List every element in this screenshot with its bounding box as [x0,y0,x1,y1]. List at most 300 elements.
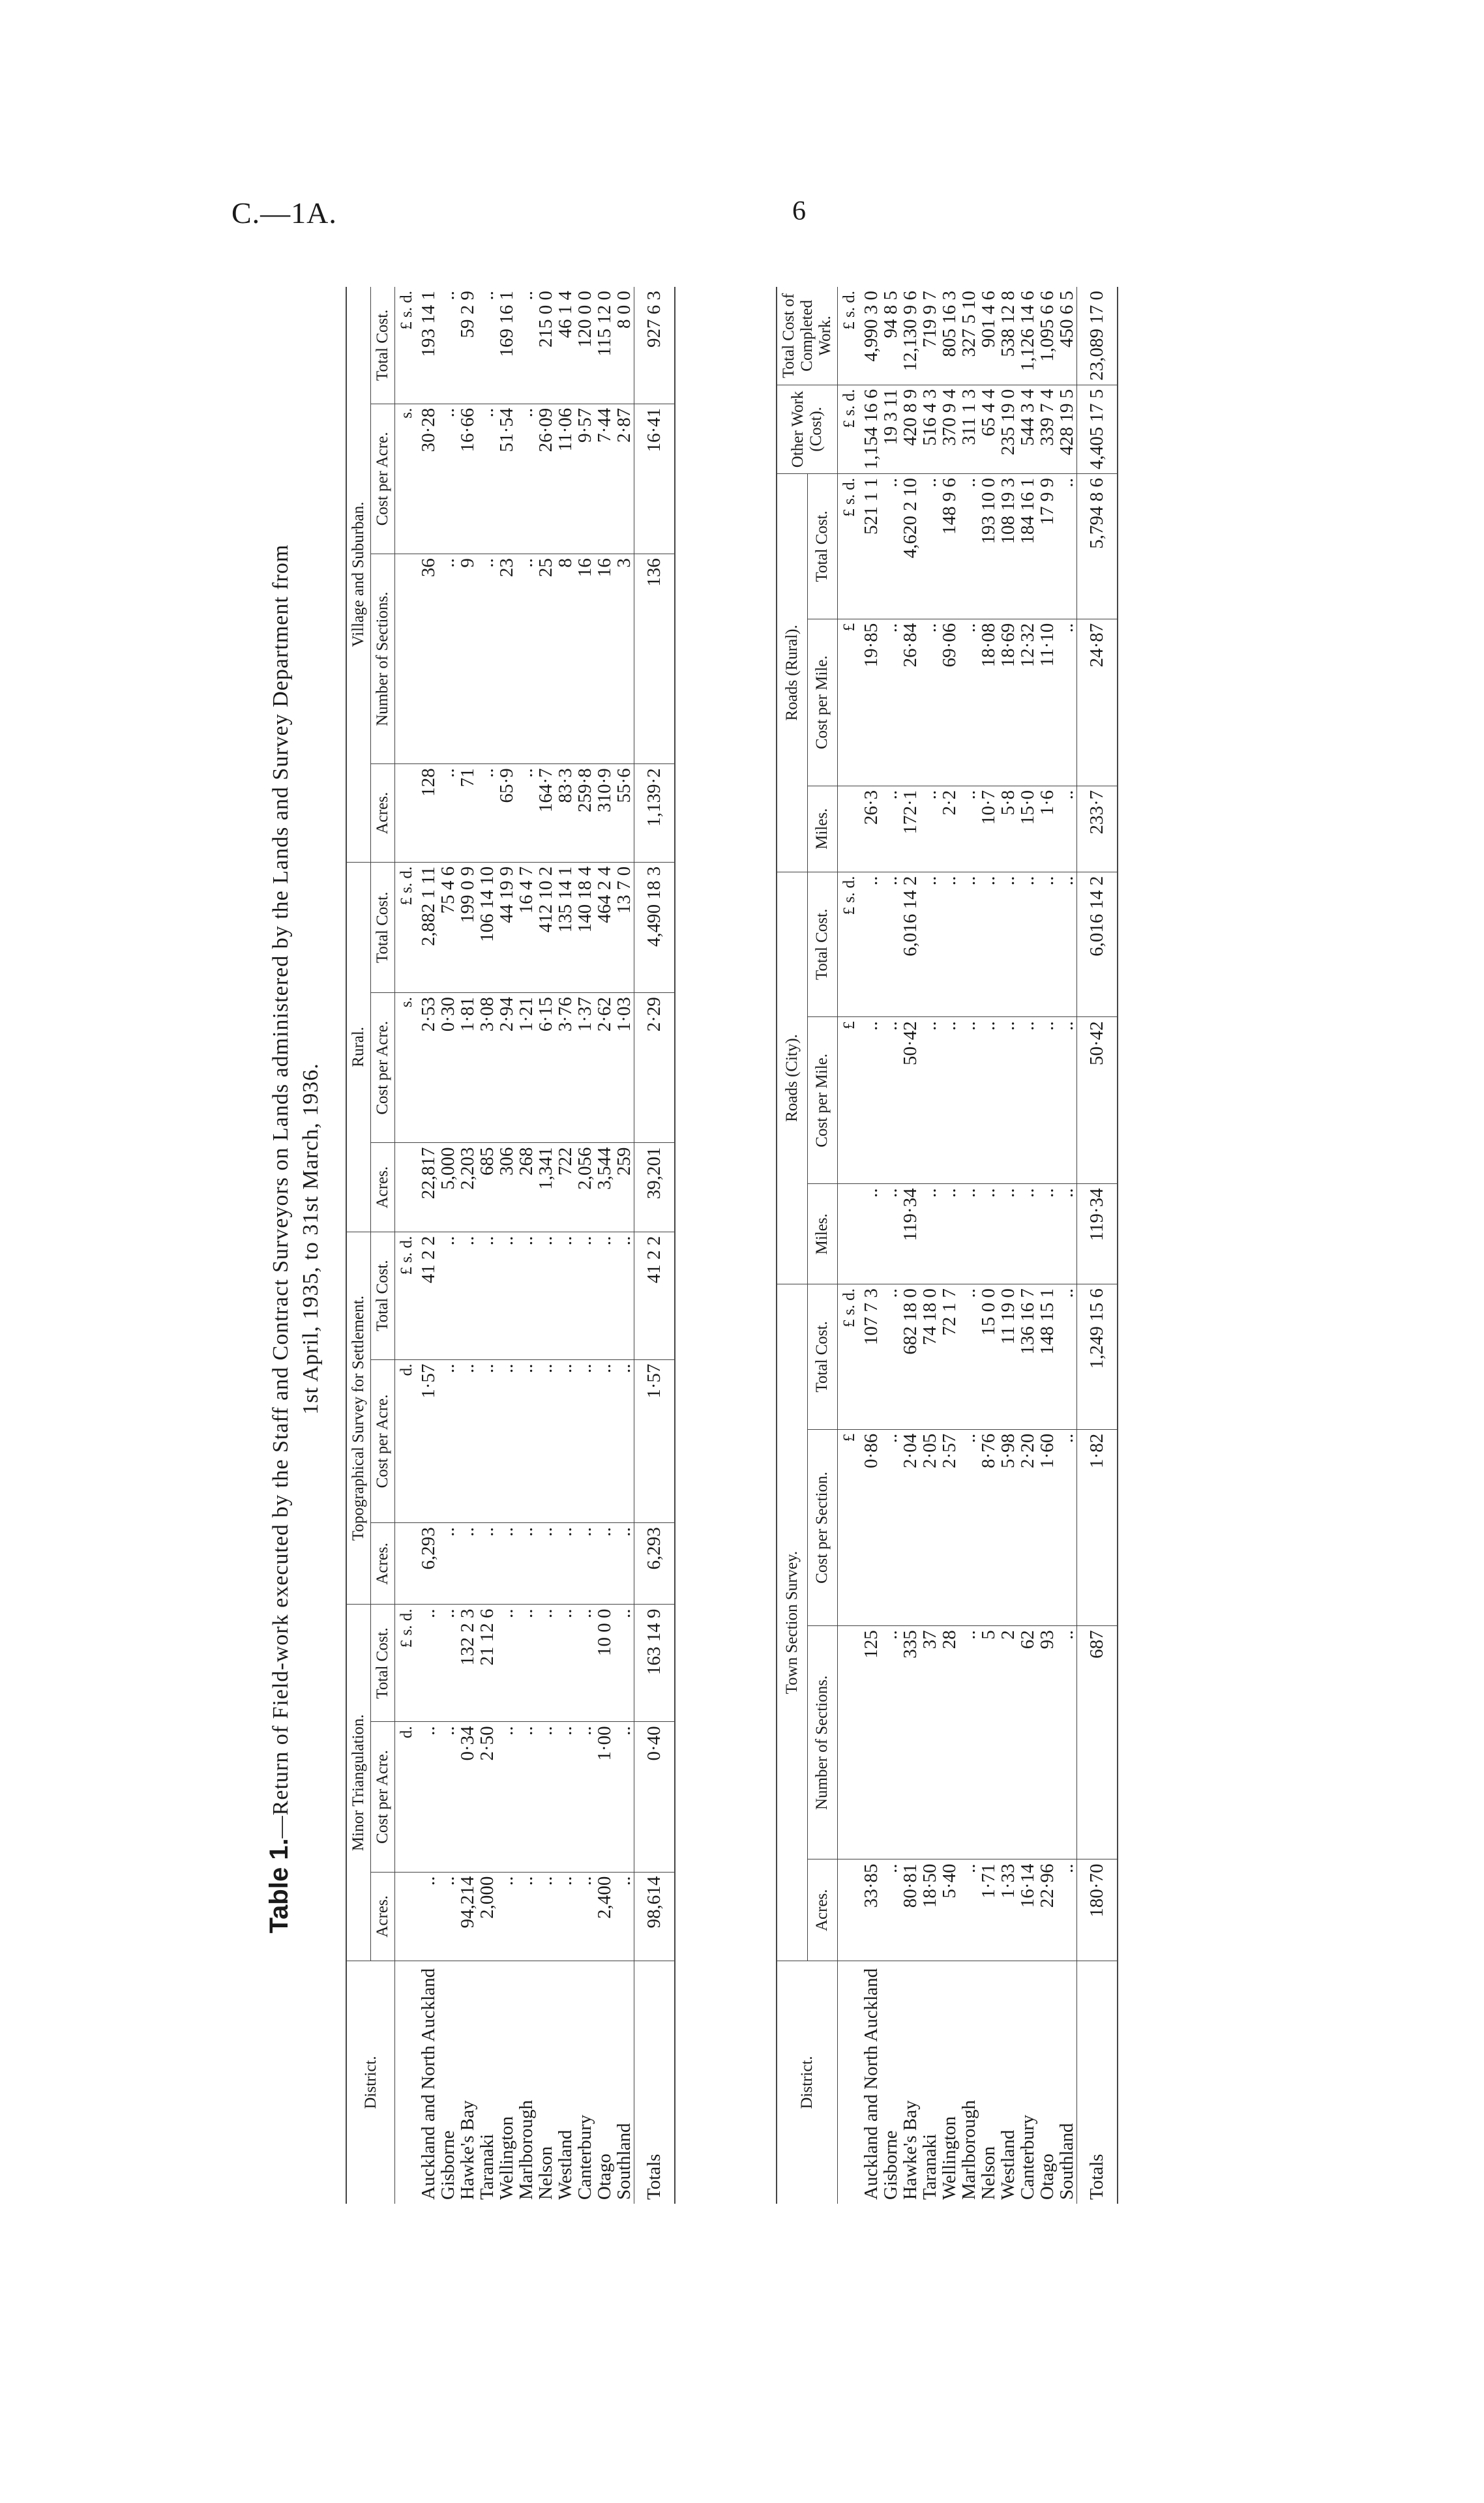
table-row [959,287,979,2204]
table-cell: 3,544 [595,1143,614,1232]
total-cell: 23,089 17 0 [1077,287,1118,385]
district-name: Southland [1056,2123,1077,2200]
table-cell: .. [575,1232,595,1359]
total-cell: 4,490 18 3 [634,862,675,992]
table-row [1037,287,1057,2204]
table-cell: 19·85 [861,619,881,786]
unit-label: £ s. d. [838,1284,862,1430]
district-header: District. [346,1961,395,2204]
table-row [438,287,458,2204]
table-cell: 235 19 0 [998,385,1018,473]
column-header: Total Cost. [371,1232,395,1359]
table-cell: 1·71 [979,1859,998,1961]
district-name: Hawke's Bay [457,2100,478,2200]
district-name: Westland [555,2129,576,2200]
table-cell: 311 1 3 [959,385,979,473]
table-cell: .. [940,1017,959,1184]
table-cell: 428 19 5 [1057,385,1077,473]
table-row [595,287,614,2204]
table-cell: 16 [595,554,614,764]
table-cell: 18·08 [979,619,998,786]
table-cell: .. [881,474,900,619]
total-cell: 50·42 [1077,1017,1118,1184]
table-cell: .. [438,1722,458,1872]
column-header: Number of Sections. [807,1626,837,1859]
table-cell: 136 16 7 [1018,1284,1037,1430]
total-cell: 4,405 17 5 [1077,385,1118,473]
units-row [838,287,862,2204]
table-cell: .. [458,1359,477,1523]
table-cell: .. [536,1872,556,1961]
table-cell: .. [1037,1184,1057,1284]
table-cell: 370 9 4 [940,385,959,473]
table-cell: 80·81 [900,1859,920,1961]
table-cell: .. [595,1359,614,1523]
table-cell: .. [998,1184,1018,1284]
table-cell: 15 0 0 [979,1284,998,1430]
district-name: Nelson [535,2146,556,2200]
table-cell: 306 [497,1143,516,1232]
table-cell: .. [536,1605,556,1722]
column-header: Total Cost. [807,872,837,1017]
table-cell: .. [438,1872,458,1961]
table-cell: 722 [556,1143,575,1232]
page-reference: C.—1A. [231,196,337,230]
table-cell: 26·3 [861,786,881,872]
table-cell: .. [920,474,940,619]
table-cell: .. [477,1359,497,1523]
table-cell: .. [1057,1284,1077,1430]
table-cell: 2,056 [575,1143,595,1232]
table-cell: .. [477,1232,497,1359]
table-cell: 164·7 [536,764,556,863]
table-cell: .. [881,1184,900,1284]
total-cell: 687 [1077,1626,1118,1859]
table-cell: .. [1018,1017,1037,1184]
table-cell: .. [614,1359,634,1523]
table-cell: .. [920,619,940,786]
unit-label [395,1143,419,1232]
table-cell: 5·8 [998,786,1018,872]
table-cell: 1,341 [536,1143,556,1232]
table-cell: .. [516,287,536,404]
totals-label: Totals [634,1961,675,2204]
table-cell: 115 12 0 [595,287,614,404]
table-cell: .. [516,1872,536,1961]
table-cell: 9 [458,554,477,764]
unit-label: £ s. d. [395,287,419,404]
table-cell: 26·84 [900,619,920,786]
table-cell: 8·76 [979,1429,998,1626]
table-row [940,287,959,2204]
table-cell: .. [516,1523,536,1605]
table-cell: 94,214 [458,1872,477,1961]
table-cell: 685 [477,1143,497,1232]
table-cell: 15·0 [1018,786,1037,872]
total-cell: 16·41 [634,404,675,554]
table-cell: 1·37 [575,993,595,1143]
table-cell: 74 18 0 [920,1284,940,1430]
unit-label: £ s. d. [838,287,862,385]
table-cell: 16·14 [1018,1859,1037,1961]
table-cell: .. [536,1722,556,1872]
unit-label [838,1626,862,1859]
table-cell: 18·69 [998,619,1018,786]
table-cell: 199 0 9 [458,862,477,992]
table-cell: .. [497,1872,516,1961]
table-cell: .. [881,1626,900,1859]
table-cell: 65·9 [497,764,516,863]
table-cell: .. [998,1017,1018,1184]
table-cell: 3·76 [556,993,575,1143]
unit-label [395,1872,419,1961]
table-cell: .. [477,404,497,554]
totals-row [1077,287,1118,2204]
table-cell: 51·54 [497,404,516,554]
table-row [575,287,595,2204]
column-header: Total Cost. [371,862,395,992]
district-name: Westland [998,2129,1018,2200]
table-cell: 2 [998,1626,1018,1859]
table-cell: 1·81 [458,993,477,1143]
table-cell: 2·87 [614,404,634,554]
table-cell: .. [419,1872,438,1961]
group-header: Town Section Survey. [777,1284,807,1961]
total-cell: 136 [634,554,675,764]
table-cell: 2·62 [595,993,614,1143]
column-header: Total Cost. [371,1605,395,1722]
units-row [395,287,419,2204]
table-cell: 268 [516,1143,536,1232]
total-cell: 1,139·2 [634,764,675,863]
table-cell: .. [536,1232,556,1359]
district-header: District. [777,1961,838,2204]
table-cell: .. [1057,1626,1077,1859]
table-cell: .. [959,619,979,786]
group-header: Roads (Rural). [777,474,807,872]
table-cell: 148 9 6 [940,474,959,619]
district-name: Wellington [939,2116,960,2200]
table-cell: .. [979,872,998,1017]
total-cell: 6,016 14 2 [1077,872,1118,1017]
column-header: Total Cost. [807,1284,837,1430]
table-cell: .. [881,1284,900,1430]
table-cell: 108 19 3 [998,474,1018,619]
district-name: Marlborough [516,2099,537,2200]
table-cell: 23 [497,554,516,764]
total-cell: 927 6 3 [634,287,675,404]
table-cell: .. [959,1429,979,1626]
group-header: Rural. [346,862,371,1232]
table-cell: 259·8 [575,764,595,863]
table-cell: 2·57 [940,1429,959,1626]
table-cell: .. [575,1605,595,1722]
table-cell: 3·08 [477,993,497,1143]
table-cell: .. [516,1232,536,1359]
table-cell: .. [516,404,536,554]
rotated-content [264,274,1294,2204]
table-cell: 16·66 [458,404,477,554]
table-cell: .. [458,1232,477,1359]
column-header: Acres. [371,1523,395,1605]
table-cell: 12,130 9 6 [900,287,920,385]
field-work-table-1 [346,287,675,2204]
table-cell: 2·2 [940,786,959,872]
table-cell: 44 19 9 [497,862,516,992]
table-cell: 148 15 1 [1037,1284,1057,1430]
column-header: Acres. [371,764,395,863]
table-cell: 69·06 [940,619,959,786]
table-cell: 6,016 14 2 [900,872,920,1017]
table-cell: .. [861,872,881,1017]
table-cell: .. [614,1872,634,1961]
district-name: Auckland and North Auckland [861,1968,882,2200]
table-cell: 22·96 [1037,1859,1057,1961]
column-header: Miles. [807,786,837,872]
column-header: Cost per Acre. [371,404,395,554]
total-cell: 98,614 [634,1872,675,1961]
table-cell: 1,154 16 6 [861,385,881,473]
table-cell: .. [1057,619,1077,786]
table-cell: .. [920,786,940,872]
unit-label: £ s. d. [395,1232,419,1359]
totals-row [634,287,675,2204]
table-cell: 30·28 [419,404,438,554]
table-cell: .. [979,1184,998,1284]
table-cell: .. [614,1605,634,1722]
table-cell: .. [861,1184,881,1284]
district-name: Otago [594,2154,615,2200]
table-cell: .. [959,1859,979,1961]
table-cell: .. [477,1523,497,1605]
district-name: Taranaki [919,2133,940,2200]
column-header: Total Cost. [807,474,837,619]
table-cell: 10·7 [979,786,998,872]
table-cell: 17 9 9 [1037,474,1057,619]
table-cell: 83·3 [556,764,575,863]
table-cell: 7·44 [595,404,614,554]
table-cell: 12·32 [1018,619,1037,786]
table-cell: 140 18 4 [575,862,595,992]
table-cell: 521 1 1 [861,474,881,619]
unit-label: d. [395,1722,419,1872]
table-cell: .. [1057,1184,1077,1284]
column-header: Total Cost of Completed Work. [777,287,838,385]
table-row [920,287,940,2204]
table-cell: .. [497,1605,516,1722]
table-cell: 4,990 3 0 [861,287,881,385]
table-cell: 0·34 [458,1722,477,1872]
column-header: Acres. [371,1143,395,1232]
unit-label [838,1184,862,1284]
table-cell: 2·05 [920,1429,940,1626]
table-cell: 184 16 1 [1018,474,1037,619]
table-cell: .. [536,1523,556,1605]
table-cell: 33·85 [861,1859,881,1961]
district-name: Taranaki [477,2133,497,2200]
total-cell: 6,293 [634,1523,675,1605]
table-cell: .. [920,872,940,1017]
table-cell: 65 4 4 [979,385,998,473]
column-header: Total Cost. [371,287,395,404]
column-header: Miles. [807,1184,837,1284]
district-name: Southland [614,2123,634,2200]
district-name: Wellington [496,2116,517,2200]
table-cell: .. [556,1359,575,1523]
table-cell: .. [477,554,497,764]
table-row [516,287,536,2204]
table-cell: 106 14 10 [477,862,497,992]
table-cell: 5 [979,1626,998,1859]
table-cell: 420 8 9 [900,385,920,473]
table-cell: 2·53 [419,993,438,1143]
table-cell: 172·1 [900,786,920,872]
table-cell: 215 0 0 [536,287,556,404]
table-cell: .. [438,554,458,764]
table-row [900,287,920,2204]
table-cell: .. [575,1523,595,1605]
table-cell: .. [556,1605,575,1722]
table-cell: 1,126 14 6 [1018,287,1037,385]
district-name: Nelson [978,2146,999,2200]
table-cell: .. [959,474,979,619]
table-cell: 169 16 1 [497,287,516,404]
table-cell: 5·40 [940,1859,959,1961]
table-cell: 2·94 [497,993,516,1143]
table-cell: 36 [419,554,438,764]
unit-label: £ s. d. [838,385,862,473]
unit-label: £ s. d. [838,474,862,619]
table-cell: 2,203 [458,1143,477,1232]
table-cell: .. [438,404,458,554]
table-cell: 335 [900,1626,920,1859]
column-header: Cost per Acre. [371,1722,395,1872]
column-header: Cost per Acre. [371,1359,395,1523]
table-cell: .. [1057,1017,1077,1184]
unit-label [838,786,862,872]
unit-label: £ [838,1429,862,1626]
table-cell: 901 4 6 [979,287,998,385]
table-cell: .. [920,1184,940,1284]
district-name: Otago [1037,2154,1058,2200]
table-cell: 2,000 [477,1872,497,1961]
table-cell: 464 2 4 [595,862,614,992]
table-cell: .. [438,287,458,404]
column-header: Acres. [807,1859,837,1961]
table-cell: 10 0 0 [595,1605,614,1722]
table-cell: .. [614,1523,634,1605]
total-cell: 119·34 [1077,1184,1118,1284]
district-name: Gisborne [880,2130,901,2200]
field-work-table-2 [776,287,1118,2204]
table-cell: 516 4 3 [920,385,940,473]
units-spacer [838,1961,862,2204]
table-cell: 719 9 7 [920,287,940,385]
table-cell: 8 [556,554,575,764]
district-name: Gisborne [438,2130,458,2200]
table-cell: 71 [458,764,477,863]
table-cell: .. [419,1605,438,1722]
table-cell: .. [881,1429,900,1626]
table-cell: .. [438,1605,458,1722]
table-cell: .. [614,1232,634,1359]
table-cell: 805 16 3 [940,287,959,385]
table-cell: 13 7 0 [614,862,634,992]
table-cell: 16 4 7 [516,862,536,992]
group-header: Roads (City). [777,872,807,1284]
district-name: Hawke's Bay [900,2100,921,2200]
table-cell: 1·00 [595,1722,614,1872]
table-cell: .. [556,1872,575,1961]
table-cell: 1·6 [1037,786,1057,872]
table-cell: .. [998,872,1018,1017]
table-cell: .. [458,1523,477,1605]
title-line-2: 1st April, 1935, to 31st March, 1936. [299,1063,323,1415]
table-cell: .. [575,1359,595,1523]
district-name: Canterbury [574,2114,595,2200]
table-cell: 0·30 [438,993,458,1143]
table-cell: .. [497,1359,516,1523]
table-cell: .. [881,872,900,1017]
table-row [1057,287,1077,2204]
table-cell: .. [1037,1017,1057,1184]
table-cell: 28 [940,1626,959,1859]
table-cell: 16 [575,554,595,764]
total-cell: 233·7 [1077,786,1118,872]
table-cell: 339 7 4 [1037,385,1057,473]
table-row [1018,287,1037,2204]
district-name: Marlborough [958,2099,979,2200]
table-row [477,287,497,2204]
table-cell: .. [556,1722,575,1872]
table-cell: 21 12 6 [477,1605,497,1722]
table-cell: 8 0 0 [614,287,634,404]
table-cell: .. [959,1184,979,1284]
table-cell: .. [1037,872,1057,1017]
unit-label [395,764,419,863]
table-cell: .. [575,1872,595,1961]
table-cell: 22,817 [419,1143,438,1232]
table-cell: .. [1018,872,1037,1017]
table-cell: 450 6 5 [1057,287,1077,385]
table-cell: .. [1057,1429,1077,1626]
table-cell: 327 5 10 [959,287,979,385]
table-cell: 2·50 [477,1722,497,1872]
table-cell: 538 12 8 [998,287,1018,385]
table-cell: 5,000 [438,1143,458,1232]
units-spacer [395,1961,419,2204]
table-cell: .. [920,1017,940,1184]
table-row [458,287,477,2204]
table-cell: .. [516,1722,536,1872]
unit-label: £ s. d. [395,1605,419,1722]
table-cell: .. [497,1232,516,1359]
table-cell: .. [1057,872,1077,1017]
total-cell: 180·70 [1077,1859,1118,1961]
total-cell: 1·57 [634,1359,675,1523]
table-cell: .. [979,1017,998,1184]
total-cell: 5,794 8 6 [1077,474,1118,619]
table-row [536,287,556,2204]
table-cell: 46 1 4 [556,287,575,404]
total-cell: 0·40 [634,1722,675,1872]
table-cell: .. [438,764,458,863]
column-header: Cost per Mile. [807,1017,837,1184]
table-cell: 128 [419,764,438,863]
table-cell: .. [438,1359,458,1523]
table-cell: 18·50 [920,1859,940,1961]
table-cell: 75 4 6 [438,862,458,992]
